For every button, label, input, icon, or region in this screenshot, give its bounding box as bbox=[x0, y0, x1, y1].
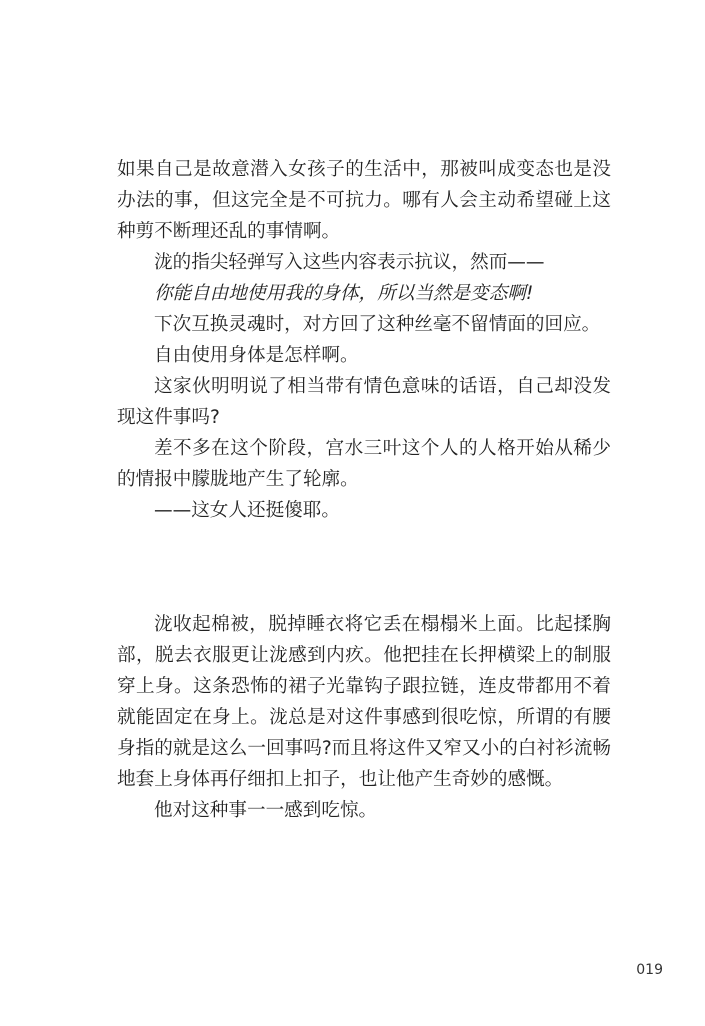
text-section-1 bbox=[117, 154, 611, 526]
paragraph: 泷的指尖轻弹写入这些内容表示抗议，然而—— bbox=[154, 252, 545, 273]
paragraph: 这家伙明明说了相当带有情色意味的话语，自己却没发现这件事吗? bbox=[117, 376, 611, 428]
paragraph: 下次互换灵魂时，对方回了这种丝毫不留情面的回应。 bbox=[154, 314, 601, 335]
paragraph: 他对这种事一一感到吃惊。 bbox=[154, 800, 378, 821]
paragraph: 泷收起棉被，脱掉睡衣将它丢在榻榻米上面。比起揉胸部，脱去衣服更让泷感到内疚。他把挂在长押横梁上的制服穿上身。这条恐怖的裙子光靠钩子跟拉链，连皮带都用不着就能固定在身上。泷总是对这件事感到很吃惊，所谓的有腰身指的就是这么一回事吗?而且将这件又窄又小的白衬衫流畅地套上身体再仔细扣上扣子，也让他产生奇妙的感慨。 bbox=[117, 614, 611, 790]
paragraph: 自由使用身体是怎样啊。 bbox=[154, 345, 359, 366]
paragraph: ——这女人还挺傻耶。 bbox=[154, 500, 340, 521]
text-section-2 bbox=[117, 609, 611, 826]
paragraph: 差不多在这个阶段，宫水三叶这个人的人格开始从稀少的情报中朦胧地产生了轮廓。 bbox=[117, 438, 611, 490]
italic-message-paragraph: 你能自由地使用我的身体，所以当然是变态啊! bbox=[154, 283, 534, 304]
page-number: 019 bbox=[636, 962, 663, 978]
paragraph: 如果自己是故意潜入女孩子的生活中，那被叫成变态也是没办法的事，但这完全是不可抗力。哪有人会主动希望碰上这种剪不断理还乱的事情啊。 bbox=[117, 159, 611, 242]
